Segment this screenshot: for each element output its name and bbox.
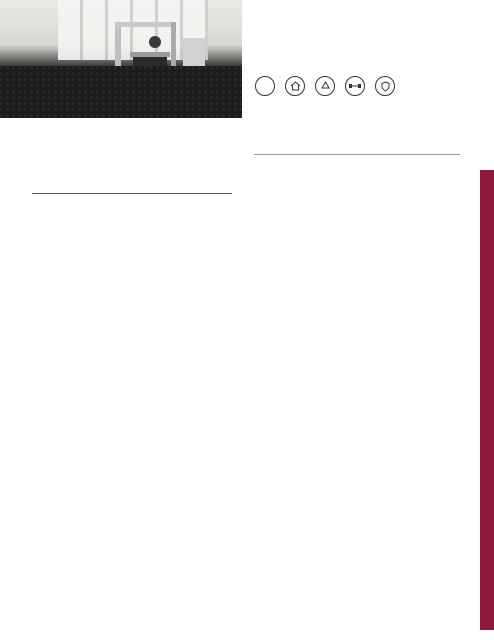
color-swatches-bottom [27, 534, 467, 572]
packaging-divider [254, 154, 460, 155]
durability-badge [374, 76, 396, 98]
indoor-badge [284, 76, 306, 98]
house-icon [285, 76, 305, 96]
specifications-divider [32, 193, 232, 194]
recycle-icon [315, 76, 335, 96]
dumbbell-icon [345, 76, 365, 96]
zone-icon [255, 76, 275, 96]
recycle-badge [314, 76, 336, 98]
weight-badge [344, 76, 366, 98]
zone-badge [254, 76, 276, 98]
rubber-floor [0, 66, 242, 118]
shield-icon [375, 76, 395, 96]
hero-photo [0, 0, 242, 118]
feature-badges [254, 76, 396, 98]
side-tab [480, 170, 494, 630]
